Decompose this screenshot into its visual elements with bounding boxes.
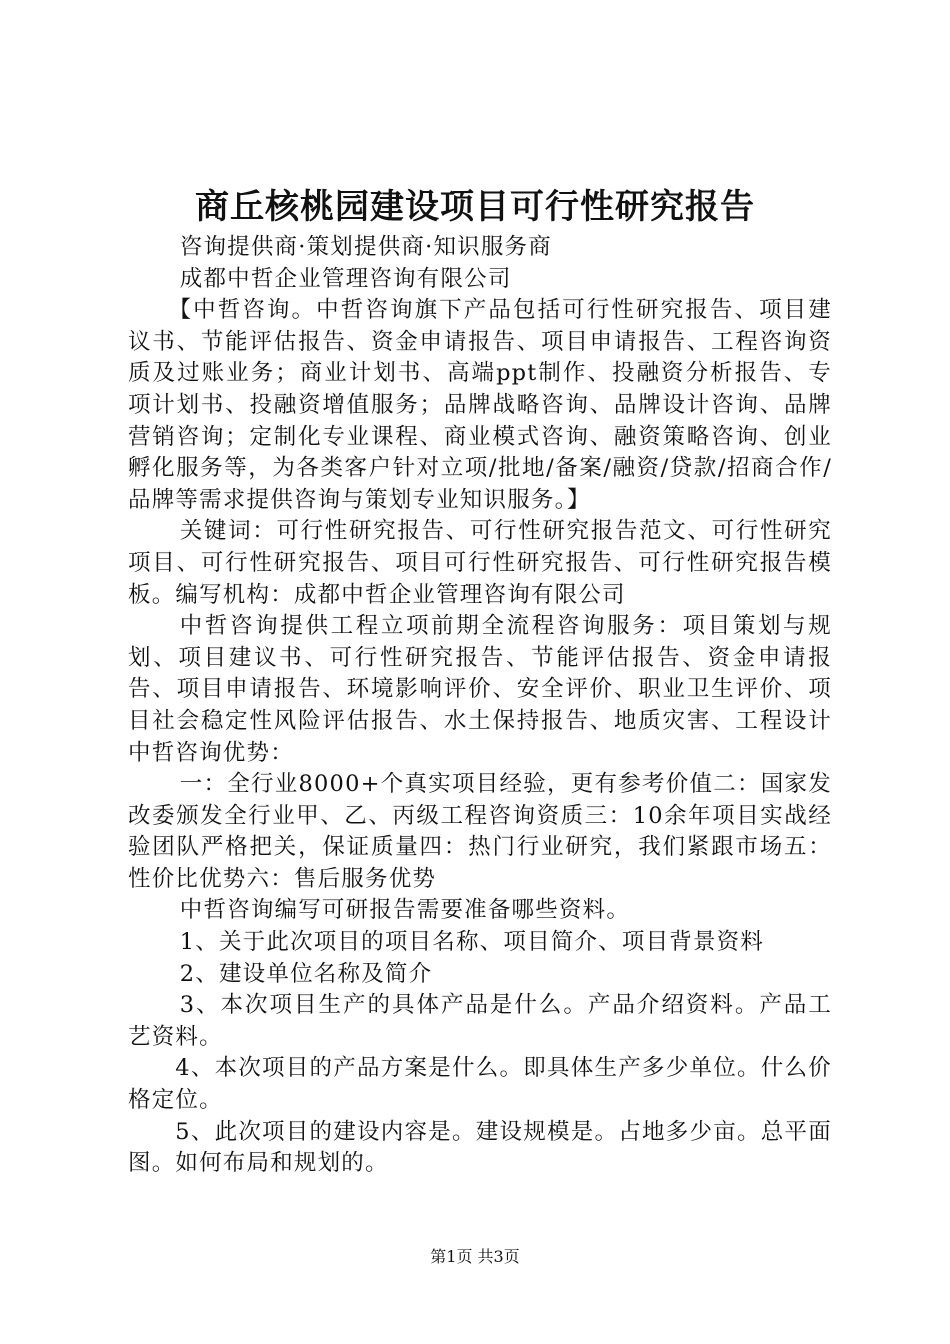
advantages-paragraph: 一：全行业8000+个真实项目经验，更有参考价值二：国家发改委颁发全行业甲、乙、丙级工程咨询资质三：10余年项目实战经验团队严格把关，保证质量四：热门行业研究，我们紧跟市场五：性价比优势六：售后服务优势	[128, 771, 832, 892]
list-item-4: 4、本次项目的产品方案是什么。即具体生产多少单位。什么价格定位。	[128, 1055, 832, 1114]
document-body	[128, 232, 832, 1180]
list-item-3: 3、本次项目生产的具体产品是什么。产品介绍资料。产品工艺资料。	[128, 992, 832, 1050]
services-paragraph: 中哲咨询提供工程立项前期全流程咨询服务：项目策划与规划、项目建议书、可行性研究报告、节能评估报告、资金申请报告、项目申请报告、环境影响评价、安全评价、职业卫生评价、项目社会稳定性风险评估报告、水土保持报告、地质灾害、工程设计中哲咨询优势：	[128, 613, 832, 766]
materials-heading-paragraph: 中哲咨询编写可研报告需要准备哪些资料。	[179, 897, 631, 924]
tagline-paragraph: 咨询提供商·策划提供商·知识服务商	[179, 234, 552, 260]
intro-paragraph: 【中哲咨询。中哲咨询旗下产品包括可行性研究报告、项目建议书、节能评估报告、资金申请报告、项目申请报告、工程咨询资质及过账业务；商业计划书、高端ppt制作、投融资分析报告、专项计划书、投融资增值服务；品牌战略咨询、品牌设计咨询、品牌营销咨询；定制化专业课程、商业模式咨询、融资策略咨询、创业孵化服务等，为各类客户针对立项/批地/备案/融资/贷款/招商合作/品牌等需求提供咨询与策划专业知识服务。】	[128, 297, 832, 513]
list-item-2: 2、建设单位名称及简介	[179, 960, 433, 987]
document-title: 商丘核桃园建设项目可行性研究报告	[195, 187, 755, 227]
keywords-paragraph: 关键词：可行性研究报告、可行性研究报告范文、可行性研究项目、可行性研究报告、项目可行性研究报告、可行性研究报告模板。编写机构：成都中哲企业管理咨询有限公司	[128, 518, 832, 608]
list-item-1: 1、关于此次项目的项目名称、项目简介、项目背景资料	[179, 929, 765, 956]
list-item-5: 5、此次项目的建设内容是。建设规模是。占地多少亩。总平面图。如何布局和规划的。	[128, 1118, 832, 1177]
page-number-footer: 第1页 共3页	[430, 1247, 520, 1266]
company-name-paragraph: 成都中哲企业管理咨询有限公司	[179, 265, 512, 292]
